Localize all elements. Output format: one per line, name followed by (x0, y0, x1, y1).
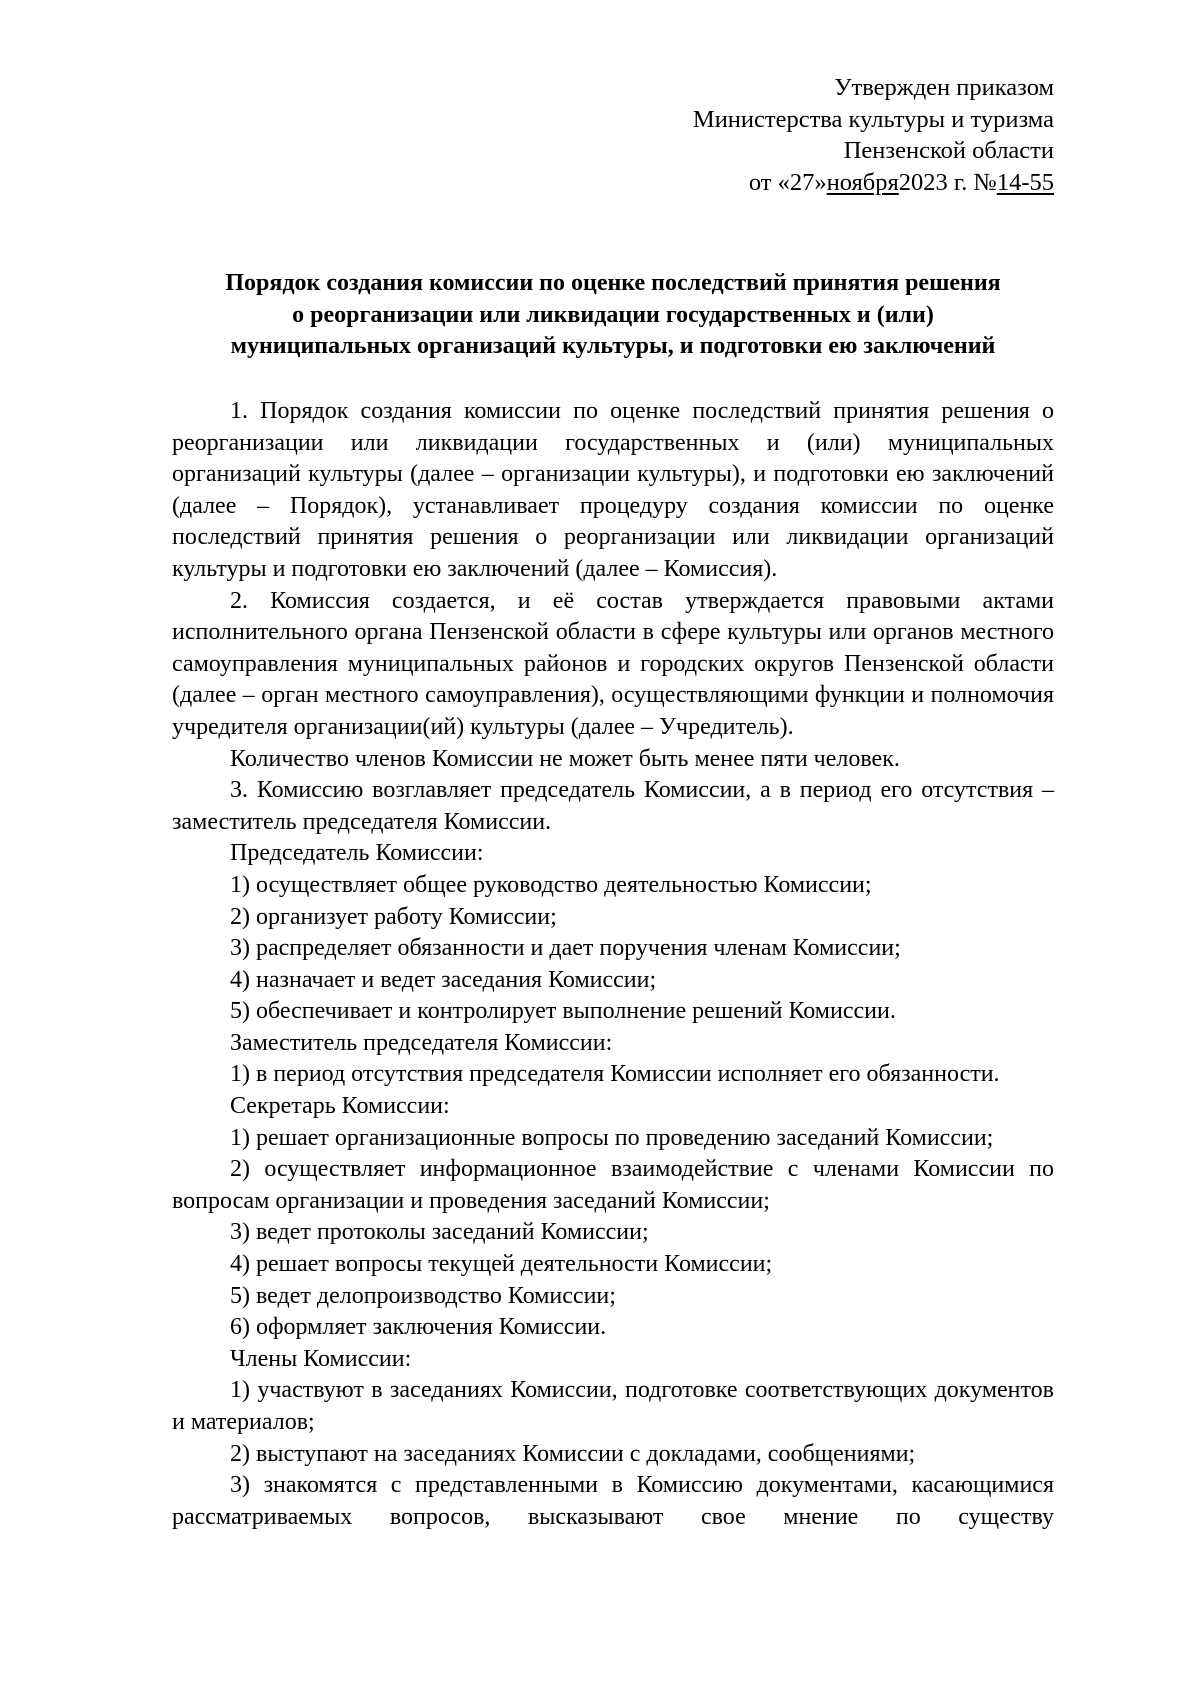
paragraph-members-count: Количество членов Комиссии не может быть менее пяти человек. (230, 745, 900, 772)
title-line-3: муниципальных организаций культуры, и подготовки ею заключений (230, 333, 996, 360)
list-item: 5) обеспечивает и контролирует выполнение решений Комиссии. (230, 998, 896, 1025)
approval-date-month: ноября (826, 168, 899, 196)
approval-line-2: Министерства культуры и туризма (692, 105, 1054, 133)
approval-line-3: Пензенской области (843, 137, 1054, 164)
list-item: 2) осуществляет информационное взаимодействие с членами Комиссии по вопросам организации и проведения заседаний Комиссии; (172, 1156, 1054, 1214)
list-item: 2) выступают на заседаниях Комиссии с докладами, сообщениями; (230, 1440, 916, 1467)
title-line-1: Порядок создания комиссии по оценке последствий принятия решения (225, 270, 1001, 296)
approval-date-line (693, 167, 1054, 199)
document-title (172, 268, 1054, 363)
list-item: 1) решает организационные вопросы по проведению заседаний Комиссии; (230, 1124, 994, 1151)
list-item: 4) решает вопросы текущей деятельности Комиссии; (230, 1251, 773, 1278)
document-body (172, 396, 1054, 1533)
list-item: 5) ведет делопроизводство Комиссии; (230, 1282, 616, 1309)
paragraph-3: 3. Комиссию возглавляет председатель Комиссии, а в период его отсутствия – заместитель председателя Комиссии. (172, 777, 1054, 835)
secretary-heading: Секретарь Комиссии: (230, 1093, 450, 1120)
approval-stamp-block (693, 72, 1054, 198)
members-heading: Члены Комиссии: (230, 1345, 412, 1372)
chair-heading: Председатель Комиссии: (230, 840, 484, 867)
approval-date-prefix: от «27» (748, 168, 827, 196)
list-item: 1) осуществляет общее руководство деятельностью Комиссии; (230, 871, 872, 898)
title-line-2: о реорганизации или ликвидации государственных и (или) (292, 301, 934, 328)
list-item: 6) оформляет заключения Комиссии. (230, 1314, 607, 1341)
list-item: 2) организует работу Комиссии; (230, 903, 557, 930)
paragraph-2: 2. Комиссия создается, и её состав утверждается правовыми актами исполнительного органа Пензенской области в сфере культуры или органов местного самоуправления муниципальных районов и городских округов Пензенской области (далее – орган местного самоуправления), осуществляющими функции и полномочия учредителя организации(ий) культуры (далее – Учредитель). (172, 587, 1054, 740)
list-item: 3) ведет протоколы заседаний Комиссии; (230, 1219, 649, 1246)
approval-order-number: 14-55 (996, 168, 1054, 196)
paragraph-1: 1. Порядок создания комиссии по оценке последствий принятия решения о реорганизации или ликвидации государственных и (или) муниципальных организаций культуры (далее – организации культуры), и подготовки ею заключений (далее – Порядок), устанавливает процедуру создания комиссии по оценке последствий принятия решения о реорганизации или ликвидации организаций культуры и подготовки ею заключений (далее – Комиссия). (172, 398, 1054, 582)
list-item: 3) распределяет обязанности и дает поручения членам Комиссии; (230, 935, 901, 962)
list-item: 3) знакомятся с представленными в Комиссию документами, касающимися рассматриваемых вопросов, высказывают свое мнение по существу (172, 1472, 1054, 1530)
list-item: 4) назначает и ведет заседания Комиссии; (230, 966, 657, 993)
list-item: 1) участвуют в заседаниях Комиссии, подготовке соответствующих документов и материалов; (172, 1377, 1054, 1435)
approval-date-year: 2023 г. № (898, 168, 997, 196)
deputy-heading: Заместитель председателя Комиссии: (230, 1029, 613, 1056)
list-item: 1) в период отсутствия председателя Комиссии исполняет его обязанности. (230, 1061, 1000, 1088)
approval-line-1: Утвержден приказом (834, 74, 1054, 101)
